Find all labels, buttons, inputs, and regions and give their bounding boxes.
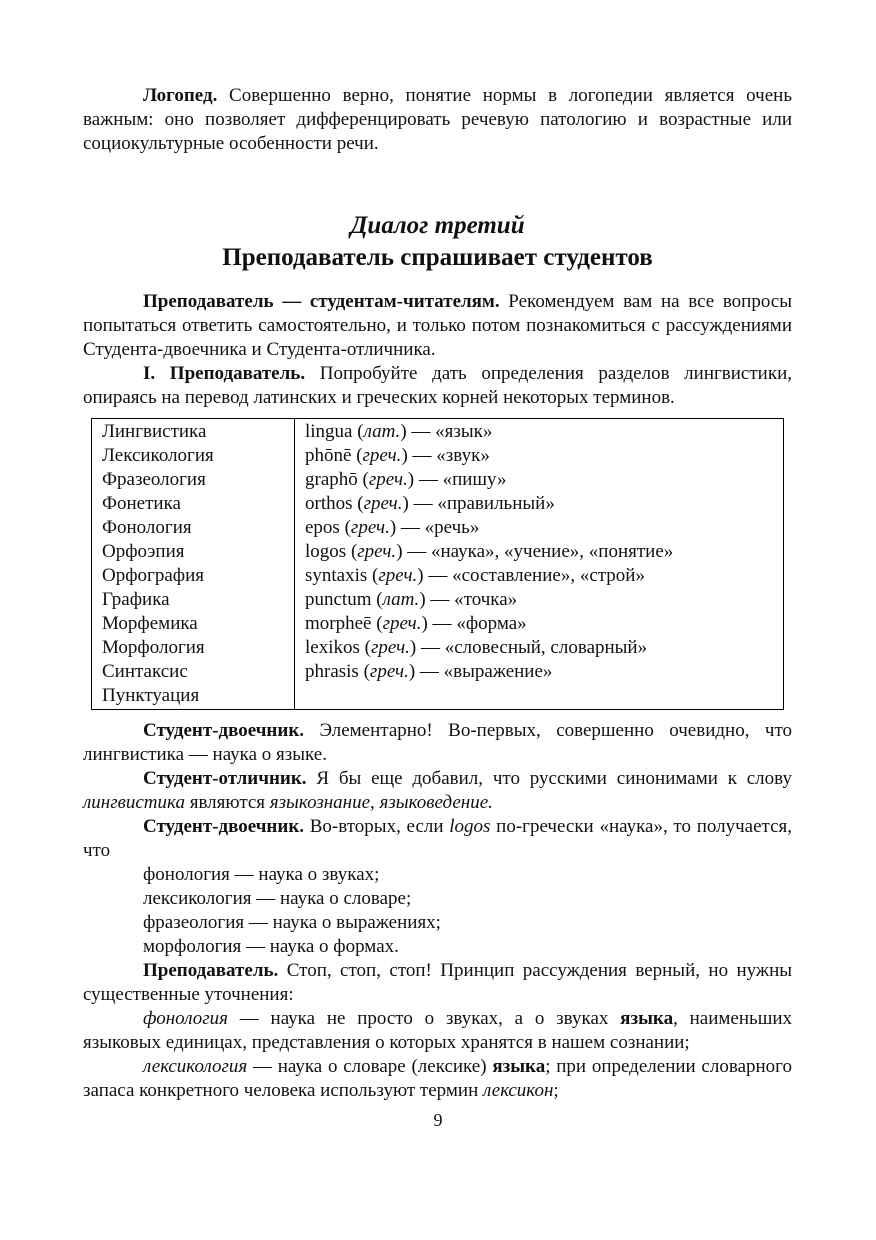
- list-item: лексикология — наука о словаре;: [143, 888, 412, 909]
- dialog-line: Преподаватель. Стоп, стоп, стоп! Принцип рассуждения верный, но нужны существенные уточнения:: [83, 960, 792, 1005]
- speaker-label: Логопед.: [143, 85, 218, 106]
- speaker-label: Преподаватель — студентам-читателям.: [143, 291, 500, 312]
- term-item: Лексикология: [102, 445, 214, 466]
- page-body: [83, 84, 792, 1103]
- root-item: lingua (лат.) — «язык»: [305, 421, 493, 442]
- list-item: фонология — наука о звуках;: [143, 864, 380, 885]
- root-item: epos (греч.) — «речь»: [305, 517, 480, 538]
- root-item: graphō (греч.) — «пишу»: [305, 469, 507, 490]
- term-item: Синтаксис: [102, 661, 188, 682]
- speaker-label: Студент-двоечник.: [143, 816, 305, 837]
- task-paragraph: I. Преподаватель. Попробуйте дать определения разделов лингвистики, опираясь на перевод латинских и греческих корней некоторых терминов.: [83, 363, 792, 408]
- term-item: Фонетика: [102, 493, 181, 514]
- term-item: Морфология: [102, 637, 205, 658]
- root-item: punctum (лат.) — «точка»: [305, 589, 518, 610]
- list-item: морфология — наука о формах.: [143, 936, 399, 957]
- term-item: Фразеология: [102, 469, 206, 490]
- dialog-line: Студент-отличник. Я бы еще добавил, что русскими синонимами к слову лингвистика являются языкознание, языковедение.: [83, 768, 792, 813]
- terms-column: [92, 419, 295, 710]
- term-item: Морфемика: [102, 613, 198, 634]
- speaker-label: Преподаватель.: [143, 960, 279, 981]
- term-item: Лингвистика: [102, 421, 207, 442]
- dialog-title: Диалог третий: [350, 212, 525, 239]
- root-item: morpheē (греч.) — «форма»: [305, 613, 527, 634]
- roots-column: [295, 419, 784, 710]
- root-item: phōnē (греч.) — «звук»: [305, 445, 490, 466]
- term-item: Пунктуация: [102, 685, 200, 706]
- dialog-line: Студент-двоечник. Элементарно! Во-первых, совершенно очевидно, что лингвистика — наука о языке.: [83, 720, 792, 765]
- speaker-label: I. Преподаватель.: [143, 363, 306, 384]
- root-item: phrasis (греч.) — «выражение»: [305, 661, 553, 682]
- definition-paragraph: фонология — наука не просто о звуках, а о звуках языка, наименьших языковых единицах, представления о которых хранятся в нашем сознании;: [83, 1008, 792, 1053]
- page-number: 9: [433, 1110, 443, 1130]
- dialog-line: Студент-двоечник. Во-вторых, если logos по-гречески «наука», то получается, что: [83, 816, 792, 861]
- intro-paragraph: Логопед. Совершенно верно, понятие нормы в логопедии является очень важным: оно позволяет дифференцировать речевую патологию и возрастные или социокультурные особенности речи.: [83, 85, 792, 154]
- term-item: Графика: [102, 589, 170, 610]
- teacher-intro-paragraph: Преподаватель — студентам-читателям. Рекомендуем вам на все вопросы попытаться ответить самостоятельно, и только потом познакомиться с рассуждениями Студента-двоечника и Студента-отличника.: [83, 291, 793, 360]
- root-item: syntaxis (греч.) — «составление», «строй»: [305, 565, 645, 586]
- list-item: фразеология — наука о выражениях;: [143, 912, 441, 933]
- speaker-label: Студент-двоечник.: [143, 720, 305, 741]
- dialog-subtitle: Преподаватель спрашивает студентов: [222, 244, 653, 271]
- term-item: Орфография: [102, 565, 204, 586]
- speaker-label: Студент-отличник.: [143, 768, 307, 789]
- definition-paragraph: лексикология — наука о словаре (лексике) языка; при определении словарного запаса конкретного человека используют термин лексикон;: [83, 1056, 792, 1101]
- term-item: Орфоэпия: [102, 541, 185, 562]
- root-item: lexikos (греч.) — «словесный, словарный»: [305, 637, 648, 658]
- terms-table: [91, 418, 784, 710]
- root-item: orthos (греч.) — «правильный»: [305, 493, 555, 514]
- term-item: Фонология: [102, 517, 192, 538]
- root-item: logos (греч.) — «наука», «учение», «понятие»: [305, 541, 674, 562]
